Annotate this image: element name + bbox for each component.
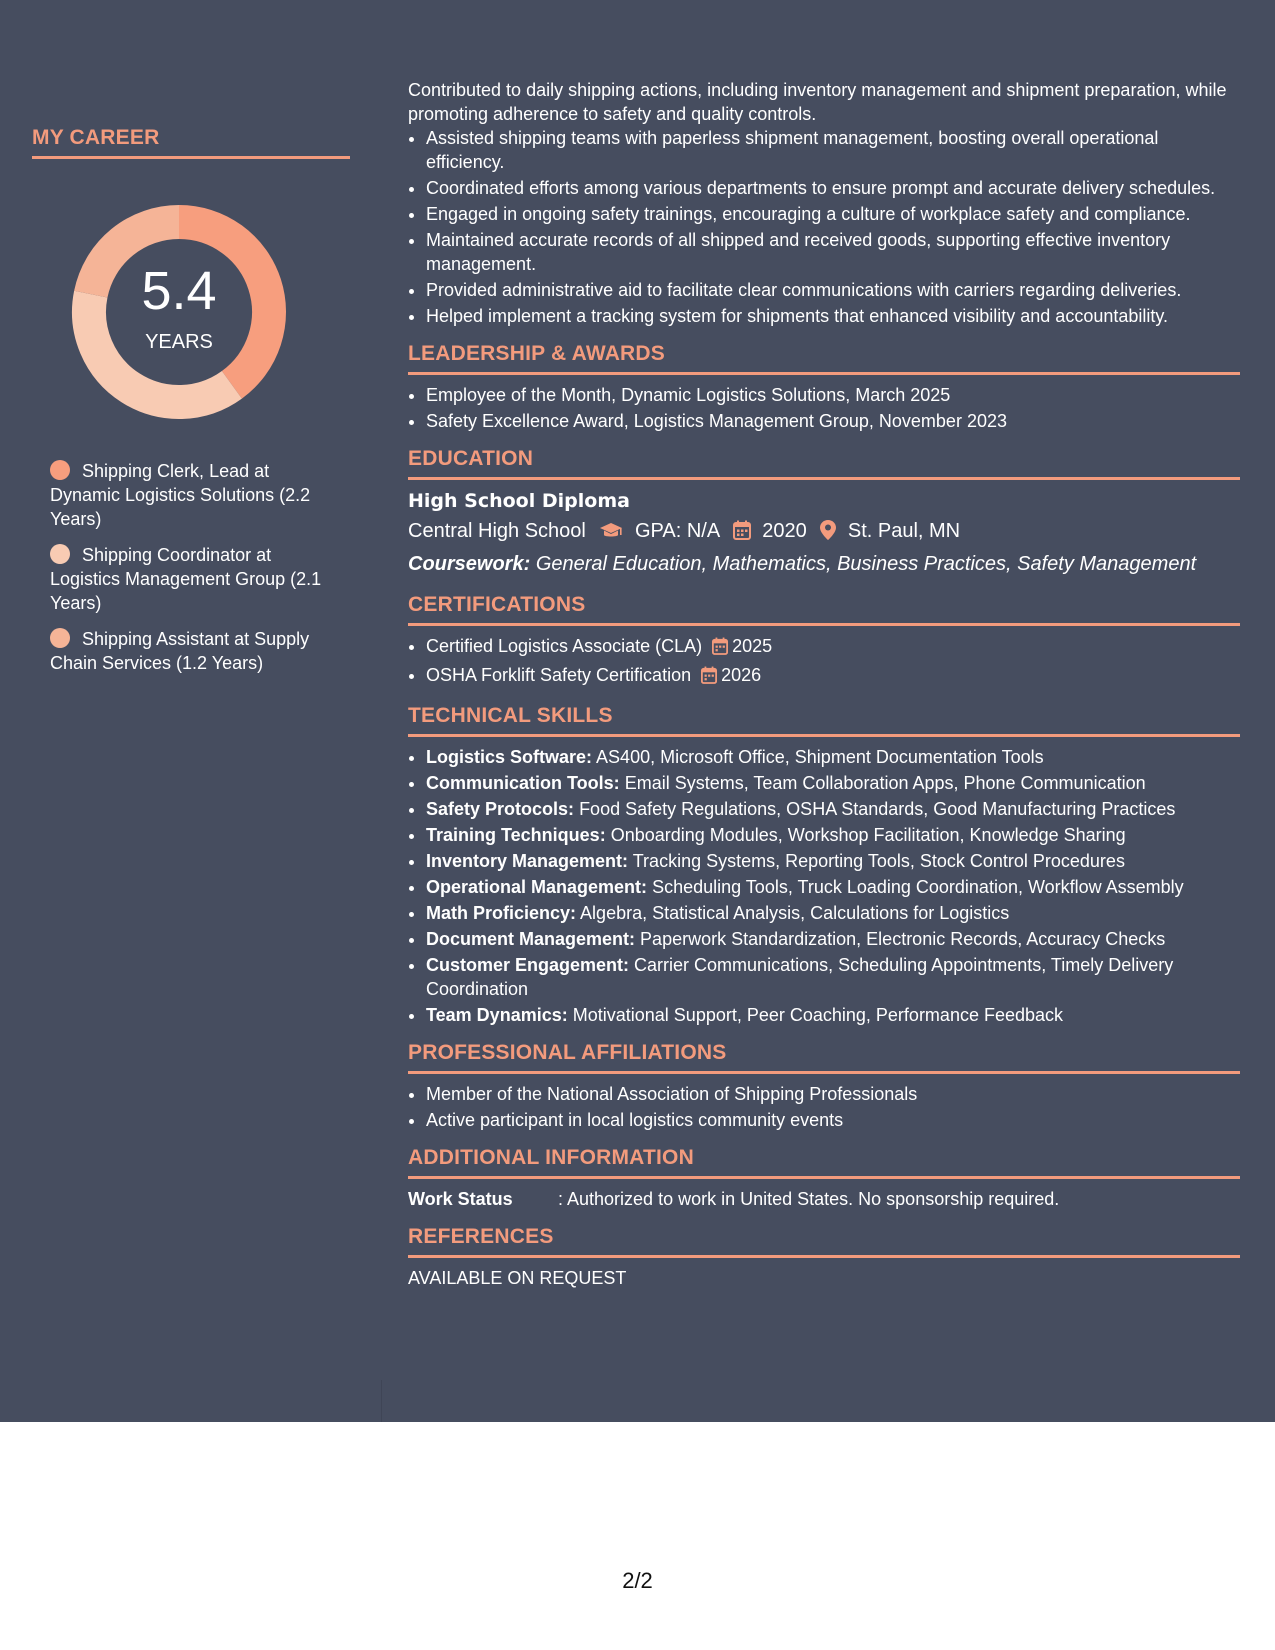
skills-section <box>408 704 1240 1027</box>
section-rule <box>408 1176 1240 1179</box>
experience-bullet: • Assisted shipping teams with paperless shipment management, boosting overall operational efficiency. <box>426 126 1240 174</box>
certification-item <box>426 663 1240 690</box>
skill-item <box>426 875 1240 899</box>
certification-year: 2026 <box>721 665 762 685</box>
work-status-value: : Authorized to work in United States. No sponsorship required. <box>558 1189 1060 1209</box>
section-rule <box>408 734 1240 737</box>
skill-values: Tracking Systems, Reporting Tools, Stock Control Procedures <box>632 851 1125 871</box>
skill-category: Operational Management: <box>426 877 648 897</box>
career-item-text: Shipping Coordinator at Logistics Management Group (2.1 Years) <box>50 545 322 613</box>
certification-name: Certified Logistics Associate (CLA) <box>426 636 703 656</box>
experience-bullet: • Maintained accurate records of all shipped and received goods, supporting effective inventory management. <box>426 228 1240 276</box>
affiliation-item: • Active participant in local logistics community events <box>426 1108 1240 1132</box>
section-rule <box>32 156 350 159</box>
certification-name: OSHA Forklift Safety Certification <box>426 665 692 685</box>
leadership-list <box>408 383 1240 433</box>
donut-unit-label: YEARS <box>145 331 213 353</box>
section-rule <box>408 623 1240 626</box>
additional-info-section <box>408 1146 1240 1211</box>
skill-values: Motivational Support, Peer Coaching, Performance Feedback <box>572 1005 1064 1025</box>
career-donut-chart <box>66 199 292 425</box>
section-title: TECHNICAL SKILLS <box>408 704 613 727</box>
skill-category: Team Dynamics: <box>426 1005 568 1025</box>
legend-dot-icon <box>50 544 70 564</box>
leadership-section <box>408 342 1240 433</box>
right-column <box>408 78 1240 1290</box>
section-rule <box>408 1255 1240 1258</box>
skill-item <box>426 953 1240 1001</box>
section-rule <box>408 477 1240 480</box>
calendar-icon <box>733 519 751 549</box>
skill-item <box>426 771 1240 795</box>
skill-item <box>426 849 1240 873</box>
education-section <box>408 447 1240 579</box>
experience-bullet: • Provided administrative aid to facilitate clear communications with carriers regarding deliveries. <box>426 278 1240 302</box>
education-details <box>408 516 1240 549</box>
skill-item <box>426 927 1240 951</box>
skill-values: Algebra, Statistical Analysis, Calculations for Logistics <box>580 903 1010 923</box>
experience-bullet: • Helped implement a tracking system for shipments that enhanced visibility and accountability. <box>426 304 1240 328</box>
section-title: LEADERSHIP & AWARDS <box>408 342 665 365</box>
skills-list <box>408 745 1240 1027</box>
skill-values: Scheduling Tools, Truck Loading Coordination, Workflow Assembly <box>652 877 1184 897</box>
skill-values: Food Safety Regulations, OSHA Standards, Good Manufacturing Practices <box>579 799 1176 819</box>
career-title: MY CAREER <box>32 126 160 149</box>
award-item: • Employee of the Month, Dynamic Logistics Solutions, March 2025 <box>426 383 1240 407</box>
affiliations-list <box>408 1082 1240 1132</box>
career-list <box>50 459 340 675</box>
section-title: EDUCATION <box>408 447 534 470</box>
certification-item <box>426 634 1240 661</box>
coursework-label: Coursework: <box>408 553 531 575</box>
graduation-cap-icon <box>599 519 623 549</box>
career-item-text: Shipping Clerk, Lead at Dynamic Logistics Solutions (2.2 Years) <box>50 461 311 529</box>
work-status-label: Work Status <box>408 1189 513 1209</box>
certification-year: 2025 <box>732 636 773 656</box>
references-section <box>408 1225 1240 1290</box>
references-text: AVAILABLE ON REQUEST <box>408 1268 627 1288</box>
career-item-text: Shipping Assistant at Supply Chain Services (1.2 Years) <box>50 629 310 673</box>
gpa-value: GPA: N/A <box>635 520 720 542</box>
experience-bullet: • Coordinated efforts among various departments to ensure prompt and accurate delivery schedules. <box>426 176 1240 200</box>
column-divider <box>381 1380 382 1422</box>
skill-category: Document Management: <box>426 929 636 949</box>
career-item <box>50 459 340 531</box>
school-location: St. Paul, MN <box>847 520 961 542</box>
skill-item <box>426 901 1240 925</box>
skill-category: Customer Engagement: <box>426 955 630 975</box>
graduation-year: 2020 <box>762 520 807 542</box>
skill-item <box>426 1003 1240 1027</box>
skill-values: AS400, Microsoft Office, Shipment Documentation Tools <box>596 747 1044 767</box>
skill-values: Paperwork Standardization, Electronic Records, Accuracy Checks <box>640 929 1166 949</box>
coursework-text: General Education, Mathematics, Business Practices, Safety Management <box>535 553 1197 575</box>
legend-dot-icon <box>50 628 70 648</box>
legend-dot-icon <box>50 460 70 480</box>
section-title: REFERENCES <box>408 1225 554 1248</box>
skill-category: Inventory Management: <box>426 851 629 871</box>
calendar-icon <box>701 666 717 690</box>
calendar-icon <box>712 637 728 661</box>
left-column <box>32 126 352 687</box>
school-name: Central High School <box>408 520 586 542</box>
section-title: CERTIFICATIONS <box>408 593 586 616</box>
donut-total-value: 5.4 <box>141 261 217 321</box>
certifications-section <box>408 593 1240 690</box>
experience-intro: Contributed to daily shipping actions, including inventory management and shipment preparation, while promoting adherence to safety and quality controls. <box>408 80 1227 124</box>
skill-values: Onboarding Modules, Workshop Facilitation, Knowledge Sharing <box>610 825 1126 845</box>
skill-category: Logistics Software: <box>426 747 593 767</box>
section-rule <box>408 372 1240 375</box>
section-title: PROFESSIONAL AFFILIATIONS <box>408 1041 727 1064</box>
career-item <box>50 543 340 615</box>
section-title: ADDITIONAL INFORMATION <box>408 1146 694 1169</box>
coursework <box>408 549 1240 579</box>
section-rule <box>408 1071 1240 1074</box>
career-item <box>50 627 340 675</box>
certification-list <box>408 634 1240 690</box>
affiliation-item: • Member of the National Association of Shipping Professionals <box>426 1082 1240 1106</box>
skill-category: Communication Tools: <box>426 773 620 793</box>
degree-name: High School Diploma <box>408 490 630 512</box>
skill-category: Math Proficiency: <box>426 903 577 923</box>
skill-category: Safety Protocols: <box>426 799 575 819</box>
experience-bullets <box>408 126 1240 328</box>
work-status-row <box>408 1187 1240 1211</box>
skill-item <box>426 745 1240 769</box>
skill-item <box>426 823 1240 847</box>
skill-category: Training Techniques: <box>426 825 606 845</box>
location-pin-icon <box>820 519 836 549</box>
skill-item <box>426 797 1240 821</box>
affiliations-section <box>408 1041 1240 1132</box>
page-number: 2/2 <box>622 1568 653 1593</box>
skill-values: Email Systems, Team Collaboration Apps, Phone Communication <box>624 773 1146 793</box>
experience-bullet: • Engaged in ongoing safety trainings, encouraging a culture of workplace safety and compliance. <box>426 202 1240 226</box>
award-item: • Safety Excellence Award, Logistics Management Group, November 2023 <box>426 409 1240 433</box>
skill-values: Carrier Communications, Scheduling Appointments, Timely Delivery Coordination <box>426 955 1174 999</box>
